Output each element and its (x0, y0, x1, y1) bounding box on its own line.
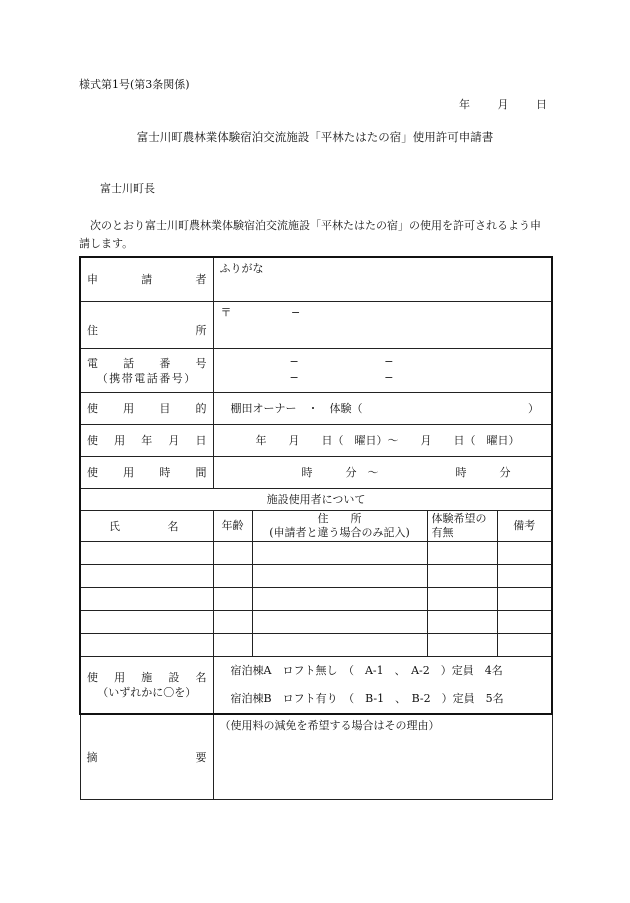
user-age-cell[interactable] (213, 564, 252, 587)
row-summary (80, 714, 552, 800)
addressee: 富士川町長 (100, 182, 155, 195)
phone-field[interactable] (213, 348, 552, 392)
date-field[interactable] (213, 424, 552, 456)
user-name-cell[interactable] (80, 564, 213, 587)
purpose-field[interactable] (213, 392, 552, 424)
user-experience-cell[interactable] (427, 610, 497, 633)
remarks-column-header: 備考 (497, 510, 552, 541)
user-experience-cell[interactable] (427, 564, 497, 587)
user-name-cell[interactable] (80, 633, 213, 656)
row-users-columns (80, 510, 552, 541)
date-year: 年 (459, 98, 470, 111)
name-column-header: 氏 名 (80, 510, 213, 541)
facility-option-a[interactable]: 宿泊棟A ロフト無し （ A-1 、 A-2 ）定員 4名 (230, 663, 503, 677)
user-age-cell[interactable] (213, 541, 252, 564)
user-name-cell[interactable] (80, 541, 213, 564)
user-address-cell[interactable] (252, 633, 427, 656)
summary-label: 摘 要 (80, 714, 213, 800)
date-range: 年 月 日（ 曜日）～ 月 日（ 曜日） (255, 434, 520, 447)
user-remarks-cell[interactable] (497, 564, 552, 587)
postal-mark: 〒 (220, 305, 232, 319)
furigana-label: ふりがな (219, 262, 264, 275)
mobile-phone-label: （携帯電話番号） (96, 371, 197, 385)
phone-label: 電 話 番 号 （携帯電話番号） (80, 348, 213, 392)
date-month: 月 (497, 98, 509, 111)
user-age-cell[interactable] (213, 633, 252, 656)
user-remarks-cell[interactable] (497, 541, 552, 564)
date-day: 日 (536, 98, 547, 111)
row-date (80, 424, 552, 456)
table-row (80, 564, 552, 587)
row-address (80, 301, 552, 348)
user-remarks-cell[interactable] (497, 633, 552, 656)
address-column-header: 住 所 (申請者と違う場合のみ記入) (252, 510, 427, 541)
user-name-cell[interactable] (80, 587, 213, 610)
user-age-cell[interactable] (213, 610, 252, 633)
facility-field (213, 656, 552, 714)
users-section-header: 施設使用者について (80, 488, 552, 510)
application-form (79, 256, 553, 800)
address-label: 住 所 (80, 301, 213, 348)
facility-label: 使 用 施 設 名 （いずれかに〇を） (80, 656, 213, 714)
document-title: 富士川町農林業体験宿泊交流施設「平林たはたの宿」使用許可申請書 (136, 130, 494, 144)
user-remarks-cell[interactable] (497, 587, 552, 610)
row-facility (80, 656, 552, 714)
user-age-cell[interactable] (213, 587, 252, 610)
user-name-cell[interactable] (80, 610, 213, 633)
date-line (459, 96, 547, 112)
date-label: 使 用 年 月 日 (80, 424, 213, 456)
row-applicant (80, 257, 552, 301)
user-experience-cell[interactable] (427, 541, 497, 564)
mobile-dash-2: − (384, 371, 394, 384)
summary-field[interactable] (213, 714, 552, 800)
body-text: 次のとおり富士川町農林業体験宿泊交流施設「平林たはたの宿」の使用を許可されるよう申請します。 (79, 219, 541, 250)
user-address-cell[interactable] (252, 610, 427, 633)
facility-option-b[interactable]: 宿泊棟B ロフト有り （ B-1 、 B-2 ）定員 5名 (230, 691, 504, 705)
time-range: 時 分 ～ 時 分 (301, 466, 511, 479)
applicant-field[interactable] (213, 257, 552, 301)
user-experience-cell[interactable] (427, 633, 497, 656)
address-field[interactable] (213, 301, 552, 348)
mobile-dash-1: − (289, 371, 299, 384)
summary-note: （使用料の減免を希望する場合はその理由） (219, 718, 440, 732)
purpose-options: 棚田オーナー ・ 体験（ (230, 402, 363, 415)
form-number: 様式第1号(第3条関係) (79, 78, 190, 91)
facility-instruction: （いずれかに〇を） (97, 686, 197, 699)
row-users-header (80, 488, 552, 510)
time-label: 使 用 時 間 (80, 456, 213, 488)
row-time (80, 456, 552, 488)
row-purpose (80, 392, 552, 424)
applicant-label: 申 請 者 (80, 257, 213, 301)
table-row (80, 633, 552, 656)
phone-dash-1: − (289, 355, 299, 368)
purpose-close-paren: ） (528, 402, 539, 415)
user-remarks-cell[interactable] (497, 610, 552, 633)
table-row (80, 541, 552, 564)
age-column-header: 年齢 (213, 510, 252, 541)
user-experience-cell[interactable] (427, 587, 497, 610)
row-phone (80, 348, 552, 392)
table-row (80, 610, 552, 633)
phone-dash-2: − (384, 355, 394, 368)
time-field[interactable] (213, 456, 552, 488)
user-address-cell[interactable] (252, 564, 427, 587)
user-address-cell[interactable] (252, 541, 427, 564)
experience-column-header: 体験希望の 有無 (427, 510, 497, 541)
address-column-note: (申請者と違う場合のみ記入) (269, 525, 410, 539)
user-address-cell[interactable] (252, 587, 427, 610)
purpose-label: 使 用 目 的 (80, 392, 213, 424)
table-row (80, 587, 552, 610)
postal-dash: − (291, 305, 301, 319)
